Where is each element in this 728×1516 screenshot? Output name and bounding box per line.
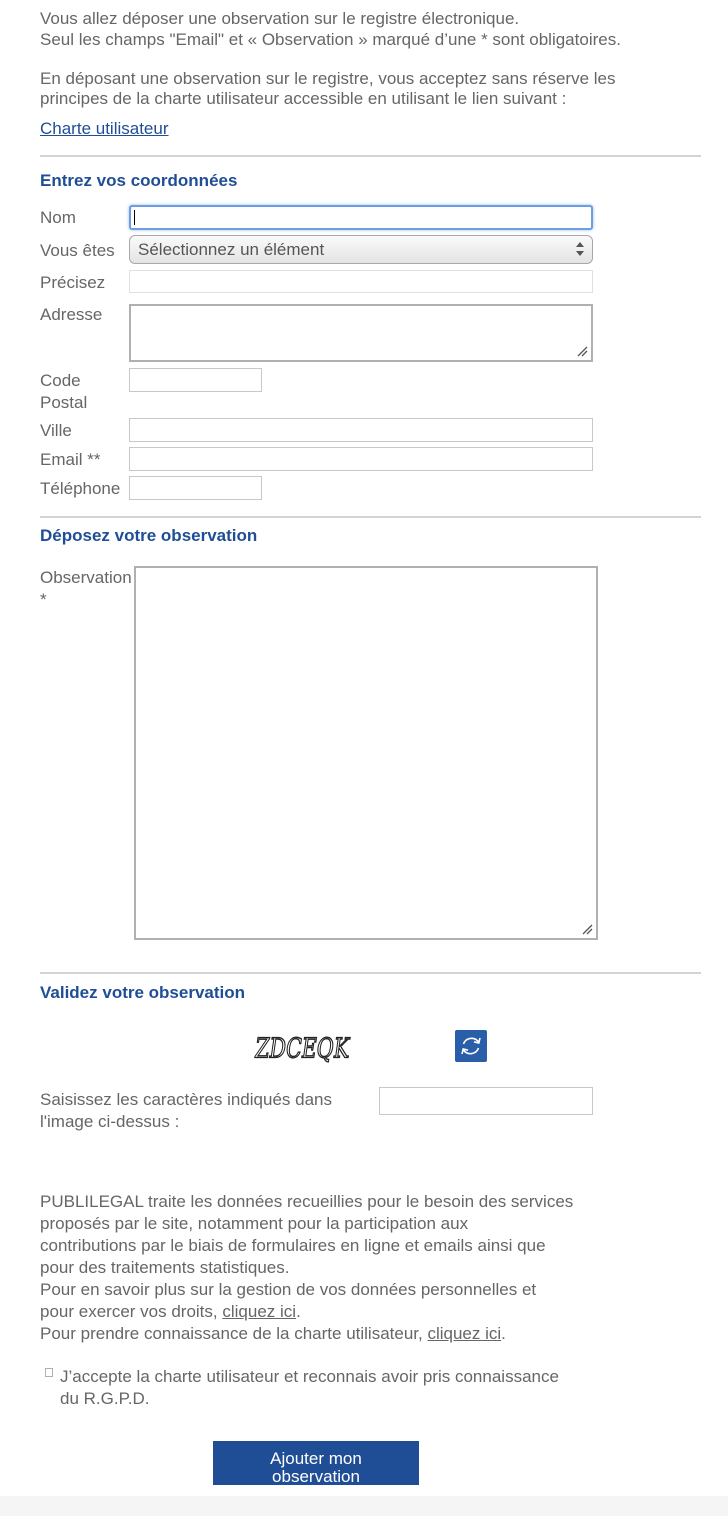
intro-line-2: Seul les champs "Email" et « Observation » marqué d’une * sont obligatoires. — [40, 30, 621, 49]
observation-label-2: * — [40, 590, 47, 609]
email-label: Email ** — [40, 450, 101, 469]
privacy-line-7 — [40, 1324, 506, 1344]
divider — [40, 972, 701, 974]
captcha-input[interactable] — [379, 1087, 593, 1115]
submit-label-1: Ajouter mon — [270, 1449, 362, 1468]
refresh-captcha-button[interactable] — [455, 1030, 487, 1062]
validate-section-title: Validez votre observation — [40, 983, 246, 1002]
text-cursor — [134, 210, 135, 225]
resize-grip-icon[interactable] — [581, 923, 593, 935]
vous-etes-select[interactable] — [129, 235, 593, 264]
email-input[interactable] — [129, 447, 593, 471]
ville-input[interactable] — [129, 418, 593, 442]
rgpd-link[interactable]: cliquez ici — [222, 1302, 297, 1321]
submit-button[interactable] — [213, 1441, 419, 1485]
refresh-icon — [455, 1030, 487, 1062]
consent-line-2: du R.G.P.D. — [60, 1389, 150, 1408]
intro-line-4: principes de la charte utilisateur accessible en utilisant le lien suivant : — [40, 89, 567, 108]
observation-label-1: Observation — [40, 568, 132, 587]
privacy-line-4: pour des traitements statistiques. — [40, 1258, 290, 1277]
adresse-textarea[interactable] — [129, 304, 593, 362]
consent-checkbox[interactable] — [45, 1368, 53, 1377]
divider — [40, 516, 701, 518]
adresse-label: Adresse — [40, 305, 103, 324]
precisez-input[interactable] — [129, 270, 593, 293]
precisez-label: Précisez — [40, 273, 106, 292]
contact-section-title: Entrez vos coordonnées — [40, 171, 238, 190]
select-arrows-icon — [576, 241, 584, 257]
telephone-label: Téléphone — [40, 479, 121, 498]
nom-input[interactable] — [129, 205, 593, 230]
privacy-line-3: contributions par le biais de formulaires en ligne et emails ainsi que — [40, 1236, 546, 1255]
privacy-line-7-suffix: . — [501, 1324, 506, 1343]
ville-label: Ville — [40, 421, 72, 440]
code-postal-label-2: Postal — [40, 393, 88, 412]
consent-line-1: J’accepte la charte utilisateur et reconnais avoir pris connaissance — [60, 1367, 559, 1386]
charter-link-2[interactable]: cliquez ici — [427, 1324, 502, 1343]
captcha-image — [252, 1028, 376, 1065]
charter-link[interactable]: Charte utilisateur — [40, 119, 169, 138]
resize-grip-icon[interactable] — [576, 345, 588, 357]
vous-etes-label: Vous êtes — [40, 241, 115, 260]
privacy-line-5: Pour en savoir plus sur la gestion de vos données personnelles et — [40, 1280, 537, 1299]
observation-textarea[interactable] — [134, 566, 598, 940]
footer-band — [0, 1496, 728, 1516]
captcha-text: ZDCEQK — [252, 1032, 376, 1065]
privacy-line-6-suffix: . — [296, 1302, 301, 1321]
telephone-input[interactable] — [129, 476, 262, 500]
code-postal-input[interactable] — [129, 368, 262, 392]
observation-section-title: Déposez votre observation — [40, 526, 258, 545]
privacy-line-1: PUBLILEGAL traite les données recueillies pour le besoin des services — [40, 1192, 574, 1211]
code-postal-label-1: Code — [40, 371, 81, 390]
privacy-line-6-prefix: pour exercer vos droits, — [40, 1302, 223, 1321]
privacy-line-6 — [40, 1302, 301, 1322]
captcha-prompt-2: l'image ci-dessus : — [40, 1112, 180, 1131]
nom-label: Nom — [40, 208, 76, 227]
captcha-prompt-1: Saisissez les caractères indiqués dans — [40, 1090, 332, 1109]
intro-line-1: Vous allez déposer une observation sur le registre électronique. — [40, 9, 520, 28]
privacy-line-7-prefix: Pour prendre connaissance de la charte utilisateur, — [40, 1324, 428, 1343]
submit-label-2: observation — [272, 1467, 360, 1486]
divider — [40, 155, 701, 157]
privacy-line-2: proposés par le site, notamment pour la participation aux — [40, 1214, 469, 1233]
intro-line-3: En déposant une observation sur le registre, vous acceptez sans réserve les — [40, 69, 616, 88]
vous-etes-selected-value: Sélectionnez un élément — [138, 240, 325, 259]
